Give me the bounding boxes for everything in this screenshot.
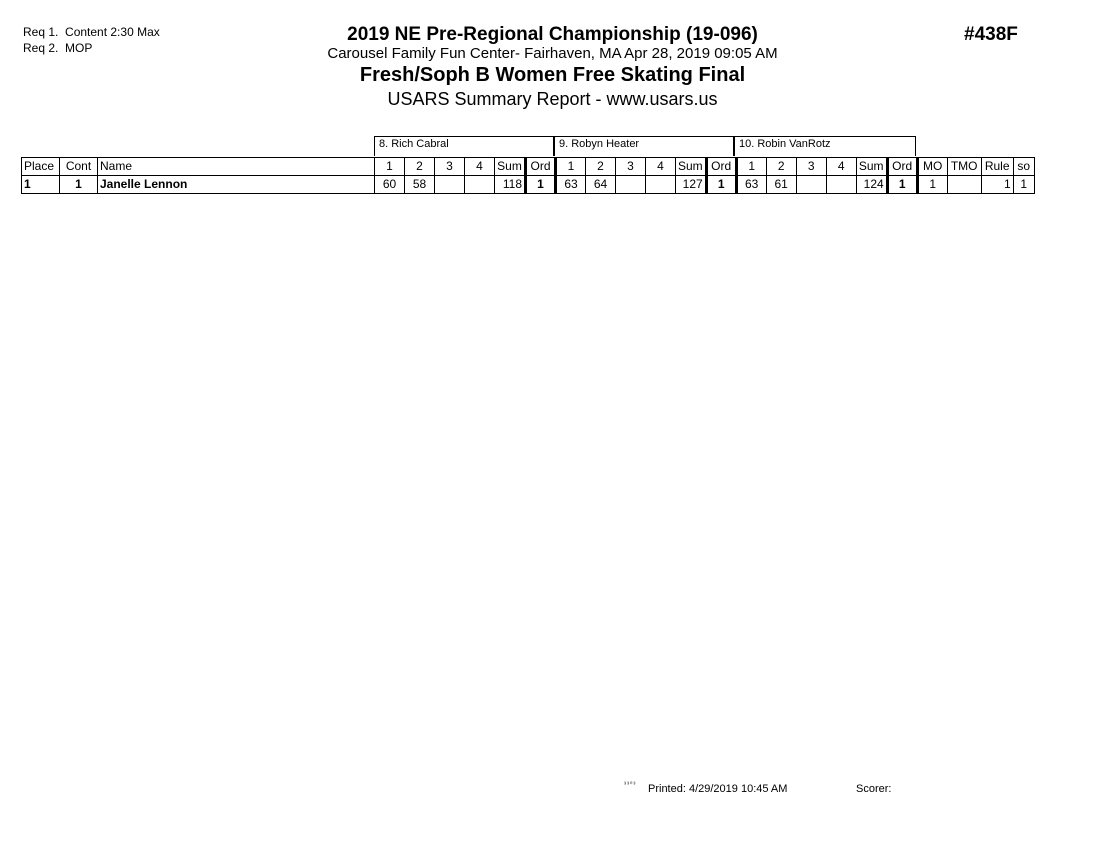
col-j8-score-3: 3 [435, 158, 465, 176]
cell-j10-ord: 1 [887, 176, 917, 194]
cell-j9-score-2: 64 [586, 176, 616, 194]
footer-stamp: ³³⁰³ [624, 782, 637, 788]
cell-name: Janelle Lennon [98, 176, 375, 194]
col-j10-score-3: 3 [796, 158, 826, 176]
event-title: 2019 NE Pre-Regional Championship (19-096) [347, 24, 758, 45]
table-row [22, 176, 1035, 194]
col-name: Name [98, 158, 375, 176]
col-j8-ord: Ord [526, 158, 556, 176]
cell-j9-sum: 127 [676, 176, 707, 194]
col-j8-score-4: 4 [465, 158, 495, 176]
col-j8-score-1: 1 [375, 158, 405, 176]
col-cont: Cont [60, 158, 98, 176]
col-j8-score-2: 2 [405, 158, 435, 176]
col-j8-sum: Sum [495, 158, 526, 176]
cell-j10-score-4 [826, 176, 856, 194]
col-j10-score-4: 4 [826, 158, 856, 176]
cell-j10-score-1: 63 [736, 176, 766, 194]
col-rule: Rule [981, 158, 1013, 176]
col-j10-score-2: 2 [766, 158, 796, 176]
col-tmo: TMO [947, 158, 981, 176]
category-title: Fresh/Soph B Women Free Skating Final [359, 64, 746, 86]
col-j9-score-4: 4 [646, 158, 676, 176]
cell-j9-score-4 [646, 176, 676, 194]
cell-rule: 1 [981, 176, 1013, 194]
col-j9-score-3: 3 [616, 158, 646, 176]
cell-j8-ord: 1 [526, 176, 556, 194]
col-j9-score-1: 1 [556, 158, 586, 176]
col-j9-score-2: 2 [586, 158, 616, 176]
cell-j8-sum: 118 [495, 176, 526, 194]
col-mo: MO [917, 158, 947, 176]
cell-j10-sum: 124 [856, 176, 887, 194]
cell-j9-score-3 [616, 176, 646, 194]
cell-place: 1 [22, 176, 60, 194]
cell-j9-ord: 1 [706, 176, 736, 194]
cell-j10-score-3 [796, 176, 826, 194]
col-j9-sum: Sum [676, 158, 707, 176]
judge-header-9: 9. Robyn Heater [554, 136, 734, 156]
requirement-2: Req 2. MOP [23, 41, 93, 55]
judge-header-8: 8. Rich Cabral [374, 136, 554, 156]
col-place: Place [22, 158, 60, 176]
col-so: so [1013, 158, 1034, 176]
col-j10-ord: Ord [887, 158, 917, 176]
cell-j8-score-2: 58 [405, 176, 435, 194]
judge-header-10: 10. Robin VanRotz [734, 136, 916, 156]
cell-cont: 1 [60, 176, 98, 194]
column-header-row [22, 158, 1035, 176]
cell-so: 1 [1013, 176, 1034, 194]
cell-mo: 1 [917, 176, 947, 194]
scorer-label: Scorer: [856, 783, 892, 795]
cell-j10-score-2: 61 [766, 176, 796, 194]
cell-j8-score-3 [435, 176, 465, 194]
results-table [21, 157, 1035, 194]
col-j10-sum: Sum [856, 158, 887, 176]
printed-timestamp: Printed: 4/29/2019 10:45 AM [648, 783, 788, 795]
requirement-1: Req 1. Content 2:30 Max [23, 25, 160, 39]
cell-tmo [947, 176, 981, 194]
col-j9-ord: Ord [706, 158, 736, 176]
event-code: #438F [964, 24, 1018, 45]
cell-j8-score-1: 60 [375, 176, 405, 194]
cell-j9-score-1: 63 [556, 176, 586, 194]
venue-line: Carousel Family Fun Center- Fairhaven, MA Apr 28, 2019 09:05 AM [327, 45, 778, 62]
col-j10-score-1: 1 [736, 158, 766, 176]
cell-j8-score-4 [465, 176, 495, 194]
report-title: USARS Summary Report - www.usars.us [387, 89, 718, 109]
